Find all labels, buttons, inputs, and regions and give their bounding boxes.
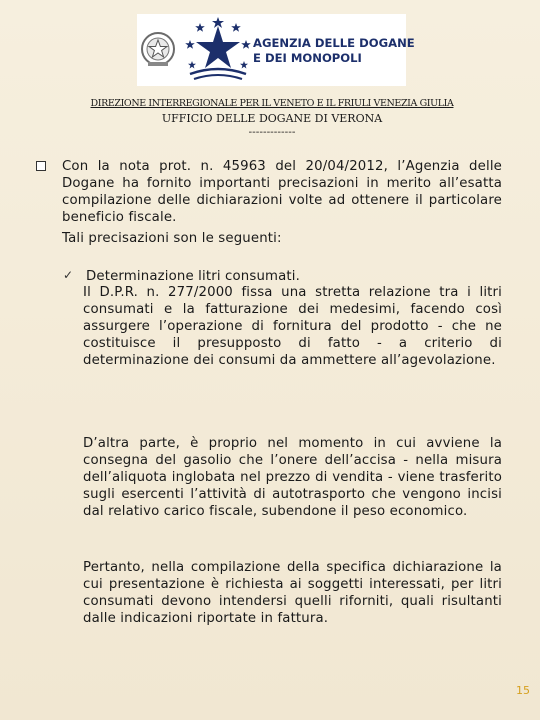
header-separator: ------------- bbox=[248, 127, 296, 138]
body-paragraph-1: Il D.P.R. n. 277/2000 fissa una stretta relazione tra i litri consumati e la fatturazione dei medesimi, facendo così assurgere l’operazione di fornitura del prodotto - che ne costituisce il presupposto di fatto - a criterio di determinazione dei consumi da ammettere all’agevolazione. bbox=[83, 285, 502, 368]
body-paragraph-3: Pertanto, nella compilazione della specifica dichiarazione la cui presentazione è richiesta ai soggetti interessati, per litri consumati devono intendersi quelli riforniti, quali risultanti dalle indicazioni riportate in fattura. bbox=[83, 560, 502, 626]
italian-republic-emblem-icon bbox=[139, 28, 177, 70]
directorate-heading: DIREZIONE INTERREGIONALE PER IL VENETO E IL FRIULI VENEZIA GIULIA bbox=[90, 98, 454, 109]
checklist-item: Determinazione litri consumati. bbox=[86, 269, 301, 284]
intro-paragraph: Con la nota prot. n. 45963 del 20/04/2012, l’Agenzia delle Dogane ha fornito importanti precisazioni in merito all’esatta compilazione delle dichiarazioni volte ad ottenere il particolare beneficio fiscale. bbox=[62, 159, 502, 225]
body-paragraph-2: D’altra parte, è proprio nel momento in cui avviene la consegna del gasolio che l’onere dell’accisa - nella misura dell’aliquota inglobata nel prezzo di vendita - viene trasferito sugli esercenti l’attività di autotrasporto che vengono incisi dal relativo carico fiscale, subendone il peso economico. bbox=[83, 436, 502, 519]
agency-logo-text bbox=[253, 36, 415, 66]
intro-subtitle: Tali precisazioni son le seguenti: bbox=[62, 231, 282, 246]
logo-line-1: AGENZIA DELLE DOGANE bbox=[253, 36, 415, 50]
page-number: 15 bbox=[516, 684, 530, 697]
checkmark-icon: ✓ bbox=[63, 268, 74, 282]
office-heading: UFFICIO DELLE DOGANE DI VERONA bbox=[161, 112, 383, 125]
logo-line-2: E DEI MONOPOLI bbox=[253, 51, 362, 65]
square-bullet-icon bbox=[36, 161, 46, 171]
stars-ring-icon bbox=[184, 16, 252, 84]
